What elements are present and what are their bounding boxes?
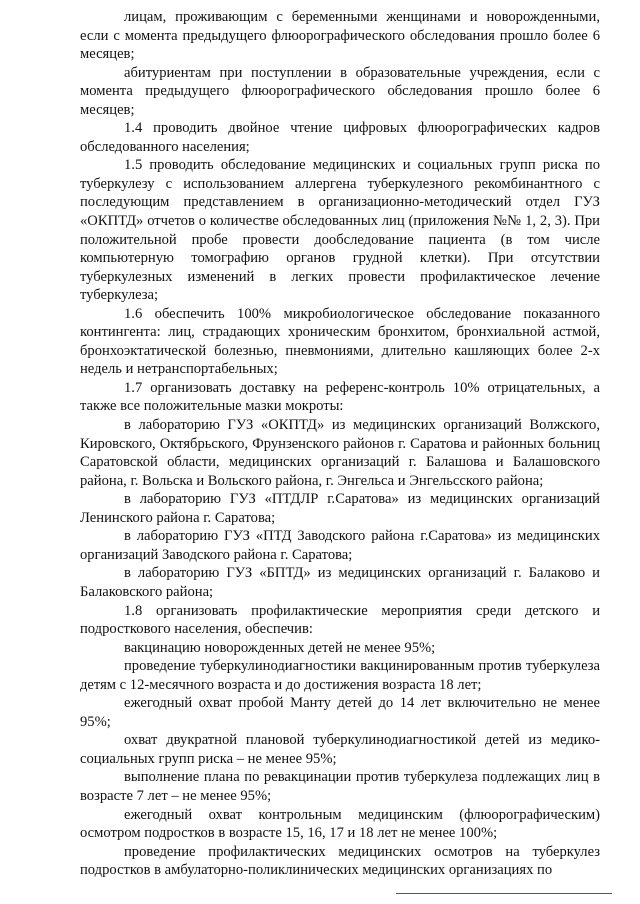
- paragraph-7: в лабораторию ГУЗ «ОКПТД» из медицинских организаций Волжского, Кировского, Октябрьского, Фрунзенского районов г. Саратова и районных больниц Саратовской области, медицинских организаций г. Балашова и Балашовского района, г. Вольска и Вольского района, г. Энгельса и Энгельсского района;: [80, 417, 600, 489]
- paragraph-5: 1.6 обеспечить 100% микробиологическое обследование показанного контингента: лиц, страдающих хроническим бронхитом, бронхиальной астмой, бронхоэктатической болезнью, пневмониями, длительно кашляющих более 2-х недель и нетранспортабельных;: [80, 305, 600, 378]
- document-body: [80, 8, 600, 880]
- footer-rule: [396, 893, 612, 894]
- paragraph-6: 1.7 организовать доставку на референс-контроль 10% отрицательных, а также все положительные мазки мокроты:: [80, 379, 600, 415]
- paragraph-11: 1.8 организовать профилактические мероприятия среди детского и подросткового населения, обеспечив:: [80, 602, 600, 638]
- paragraph-17: ежегодный охват контрольным медицинским (флюорографическим) осмотром подростков в возрасте 15, 16, 17 и 18 лет не менее 100%;: [80, 806, 600, 842]
- paragraph-10: в лабораторию ГУЗ «БПТД» из медицинских организаций г. Балаково и Балаковского района;: [80, 565, 600, 600]
- paragraph-18: проведение профилактических медицинских осмотров на туберкулез подростков в амбулаторно-поликлинических медицинских организациях по: [80, 843, 600, 879]
- paragraph-12: вакцинацию новорожденных детей не менее 95%;: [124, 639, 436, 656]
- paragraph-14: ежегодный охват пробой Манту детей до 14 лет включительно не менее 95%;: [80, 695, 600, 730]
- paragraph-15: охват двукратной плановой туберкулинодиагностикой детей из медико-социальных групп риска – не менее 95%;: [80, 732, 600, 767]
- paragraph-1: лицам, проживающим с беременными женщинами и новорожденными, если с момента предыдущего флюорографического обследования прошло более 6 месяцев;: [80, 9, 600, 63]
- paragraph-9: в лабораторию ГУЗ «ПТД Заводского района г.Саратова» из медицинских организаций Заводского района г. Саратова;: [80, 528, 600, 563]
- paragraph-16: выполнение плана по ревакцинации против туберкулеза подлежащих лиц в возрасте 7 лет – не менее 95%;: [80, 769, 600, 804]
- paragraph-2: абитуриентам при поступлении в образовательные учреждения, если с момента предыдущего флюорографического обследования прошло более 6 месяцев;: [80, 64, 600, 118]
- paragraph-13: проведение туберкулинодиагностики вакцинированным против туберкулеза детям с 12-месячного возраста и до достижения возраста 18 лет;: [80, 658, 600, 693]
- paragraph-3: 1.4 проводить двойное чтение цифровых флюорографических кадров обследованного населения;: [80, 120, 600, 155]
- paragraph-4: 1.5 проводить обследование медицинских и социальных групп риска по туберкулезу с использованием аллергена туберкулезного рекомбинантного с последующим представлением в организационно-методический отдел ГУЗ «ОКПТД» отчетов о количестве обследованных лиц (приложения №№ 1, 2, 3). При положительной пробе провести дообследование пациента (в том числе компьютерную томографию органов грудной клетки). При отсутствии туберкулезных изменений в легких провести профилактическое лечение туберкулеза;: [80, 157, 600, 304]
- paragraph-8: в лабораторию ГУЗ «ПТДЛР г.Саратова» из медицинских организаций Ленинского района г. Саратова;: [80, 491, 600, 526]
